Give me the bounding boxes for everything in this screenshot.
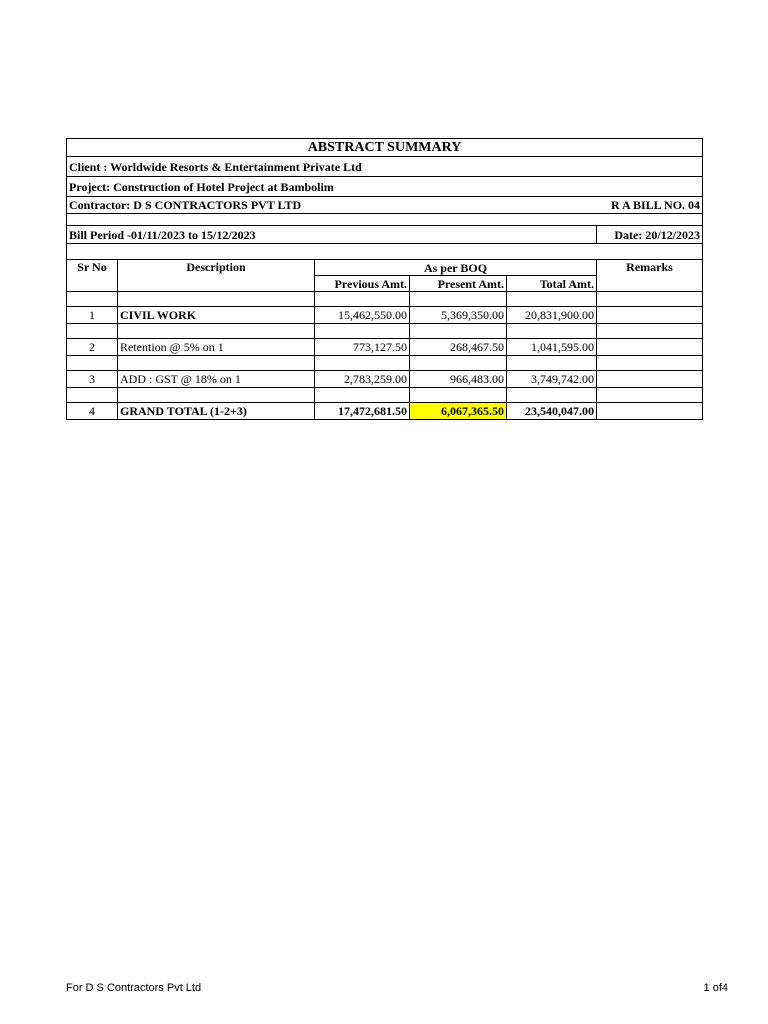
row-previous: 17,472,681.50 xyxy=(315,403,410,420)
header-as-per-boq: As per BOQ xyxy=(315,260,597,276)
header-previous-amt: Previous Amt. xyxy=(315,276,410,292)
row-present: 5,369,350.00 xyxy=(410,307,507,324)
table-row xyxy=(67,339,703,356)
header-total-amt: Total Amt. xyxy=(507,276,597,292)
header-sr-no: Sr No xyxy=(67,260,118,292)
footer-signatory: For D S Contractors Pvt Ltd xyxy=(66,982,202,994)
row-total: 1,041,595.00 xyxy=(507,339,597,356)
row-description: ADD : GST @ 18% on 1 xyxy=(118,371,315,388)
bill-period: Bill Period -01/11/2023 to 15/12/2023 xyxy=(67,226,597,244)
footer-page-number: 1 of4 xyxy=(703,982,728,994)
spacer-row xyxy=(67,324,703,339)
row-description: CIVIL WORK xyxy=(118,307,315,324)
spacer-row xyxy=(67,214,703,226)
row-remarks xyxy=(597,339,703,356)
row-total: 3,749,742.00 xyxy=(507,371,597,388)
contractor-line: Contractor: D S CONTRACTORS PVT LTD xyxy=(67,197,507,214)
row-description: Retention @ 5% on 1 xyxy=(118,339,315,356)
spacer-row xyxy=(67,292,703,307)
header-present-amt: Present Amt. xyxy=(410,276,507,292)
spacer-row xyxy=(67,388,703,403)
row-previous: 773,127.50 xyxy=(315,339,410,356)
table-row xyxy=(67,371,703,388)
row-sr: 1 xyxy=(67,307,118,324)
row-present-highlighted: 6,067,365.50 xyxy=(410,403,507,420)
row-total: 23,540,047.00 xyxy=(507,403,597,420)
spacer-row xyxy=(67,244,703,260)
row-description: GRAND TOTAL (1-2+3) xyxy=(118,403,315,420)
row-present: 268,467.50 xyxy=(410,339,507,356)
spacer-row xyxy=(67,356,703,371)
header-remarks: Remarks xyxy=(597,260,703,292)
row-total: 20,831,900.00 xyxy=(507,307,597,324)
client-line: Client : Worldwide Resorts & Entertainment Private Ltd xyxy=(67,157,703,177)
row-sr: 4 xyxy=(67,403,118,420)
project-line: Project: Construction of Hotel Project at Bambolim xyxy=(67,177,703,197)
abstract-summary-table xyxy=(66,138,703,420)
row-remarks xyxy=(597,371,703,388)
row-previous: 15,462,550.00 xyxy=(315,307,410,324)
table-row xyxy=(67,307,703,324)
row-sr: 3 xyxy=(67,371,118,388)
bill-date: Date: 20/12/2023 xyxy=(597,226,703,244)
row-present: 966,483.00 xyxy=(410,371,507,388)
page-title: ABSTRACT SUMMARY xyxy=(67,139,703,157)
header-description: Description xyxy=(118,260,315,292)
row-remarks xyxy=(597,403,703,420)
row-sr: 2 xyxy=(67,339,118,356)
row-remarks xyxy=(597,307,703,324)
row-previous: 2,783,259.00 xyxy=(315,371,410,388)
ra-bill-number: R A BILL NO. 04 xyxy=(507,197,703,214)
grand-total-row xyxy=(67,403,703,420)
